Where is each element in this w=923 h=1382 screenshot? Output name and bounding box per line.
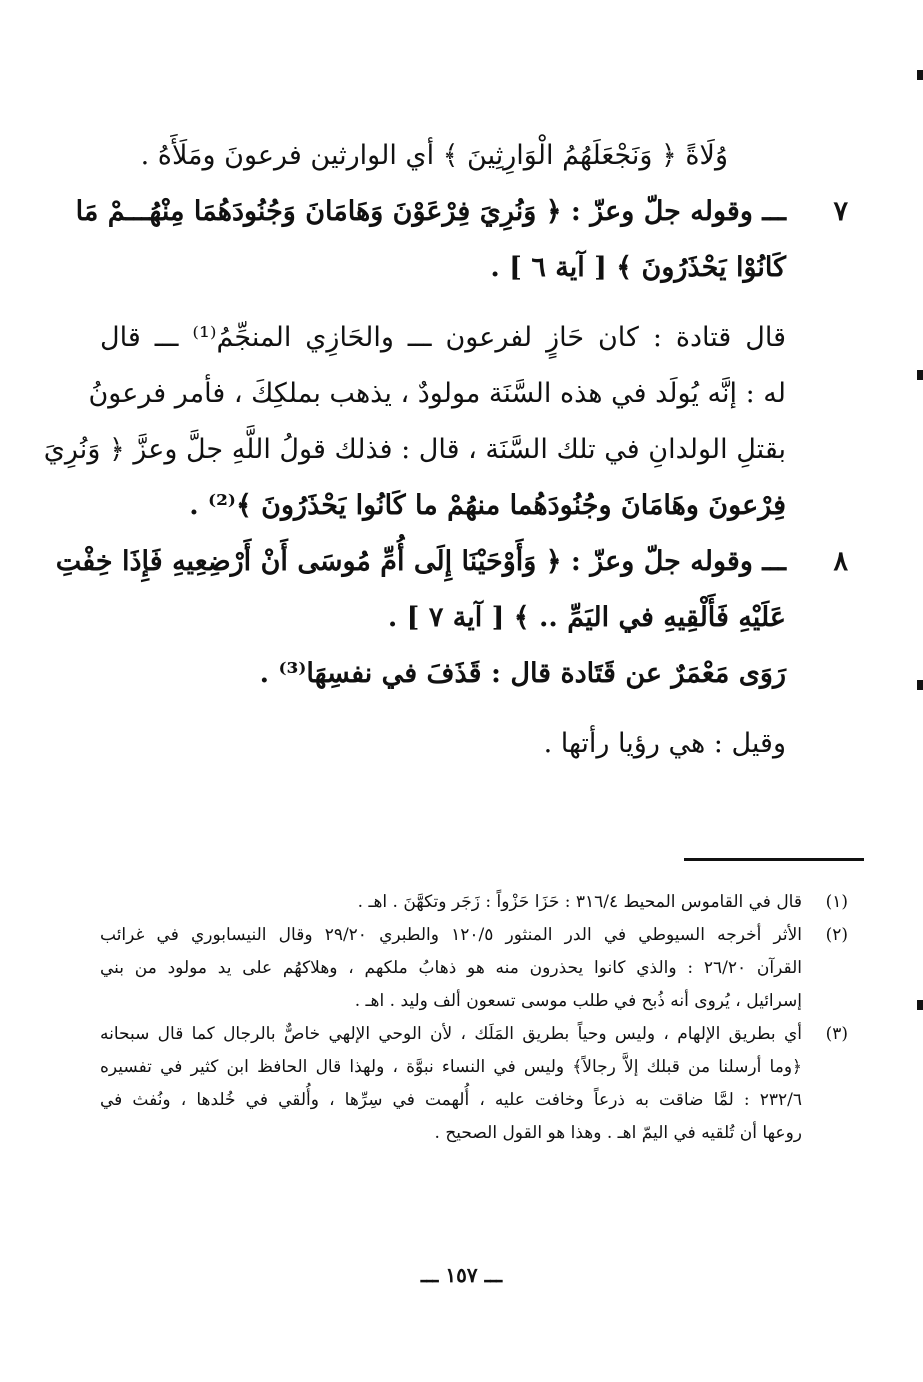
page-number: ـــ ١٥٧ ـــ [420,1263,503,1287]
main-text [43,128,848,772]
item-number: ٧ [833,196,848,227]
footnote-text: إسرائيل ، يُروى أنه ذُبح في طلب موسى تسعون ألف وليد . اهـ . [354,991,802,1011]
item-8-line-1 [55,534,848,590]
footnote-2 [100,919,848,952]
footnote-3 [100,1018,848,1051]
verse-line: وُلَاةً ﴿ وَنَجْعَلَهُمُ الْوَارِثِينَ ﴾ أي الوارثين فرعونَ ومَلَأَهُ . [140,140,728,171]
edge-mark [917,370,923,380]
qila-line: وقيل : هي رؤيا رأتها . [543,728,786,759]
item-8-line-2: عَلَيْهِ فَأَلْقِيهِ في اليَمِّ .. ﴾ [ آية ٧ ] . [387,602,786,633]
item-7-text: ـــ وقوله جلّ وعزّ : ﴿ وَنُرِيَ فِرْعَوْنَ وَهَامَانَ وَجُنُودَهُمَا مِنْهُـــمْ مَا [75,196,786,227]
edge-mark [917,1000,923,1010]
footnote-number: (١) [825,892,848,912]
footnote-number: (٢) [825,925,849,945]
footnote-text: قال في القاموس المحيط ٣١٦/٤ : حَزَا حَزْواً : زَجَر وتكهَّنَ . اهـ . [357,892,802,912]
qatada-line-1: قال قتادة : كان حَازٍ لفرعون ـــ والحَازِي المنجِّمُ⁽¹⁾ ـــ قال [100,322,786,353]
item-7-line-1 [75,184,848,240]
item-7-line-2: كَانُوْا يَحْذَرُونَ ﴾ [ آية ٦ ] . [490,252,786,283]
footnote-separator [684,858,864,861]
qatada-line-2: له : إنَّه يُولَد في هذه السَّنَة مولودٌ ، يذهب بملكِكَ ، فأمر فرعونُ [88,378,786,409]
qatada-line-3: بقتلِ الولدانِ في تلك السَّنَة ، قال : فذلك قولُ اللَّهِ جلَّ وعزَّ ﴿ وَنُرِيَ [43,434,786,465]
qatada-line-4: فِرْعونَ وهَامَانَ وجُنُودَهُما منهُمْ ما كَانُوا يَحْذَرُونَ ﴾⁽²⁾ . [189,490,786,521]
footnote-text: أي بطريق الإلهام ، وليس وحياً بطريق المَلَك ، لأن الوحي الإلهي خاصٌّ بالرجال كما قال سبحانه [100,1024,802,1044]
footnote-text: القرآن ٢٦/٢٠ : والذي كانوا يحذرون منه هو ذهابُ ملكهم ، وهلاكهُم على يد مولود من بني [100,958,802,978]
edge-mark [917,680,923,690]
footnote-text: الأثر أخرجه السيوطي في الدر المنثور ١٢٠/٥ والطبري ٢٩/٢٠ وقال النيسابوري في غرائب [100,925,803,945]
footnote-1 [100,886,848,919]
item-8-text: ـــ وقوله جلّ وعزّ : ﴿ وَأَوْحَيْنَا إِلَى أُمِّ مُوسَى أَنْ أَرْضِعِيهِ فَإِذَا خِفْتِ [55,546,786,577]
mamar-line: رَوَى مَعْمَرٌ عن قَتَادة قال : قَذَفَ في نفسِهَا⁽³⁾ . [259,658,786,689]
footnotes [100,886,848,1150]
footnote-text: ٢٣٢/٦ : لمَّا ضاقت به ذرعاً وخافت عليه ، أُلهمت في سِرِّها ، وأُلقي في خُلدها ، ونُفث في [100,1090,802,1110]
footnote-number: (٣) [825,1024,848,1044]
edge-mark [917,70,923,80]
footnote-text: روعها أن تُلقيه في اليمّ اهـ . وهذا هو القول الصحيح . [434,1123,802,1143]
item-number: ٨ [833,546,848,577]
footnote-text: ﴿وما أرسلنا من قبلك إلاَّ رجالاً﴾ وليس في النساء نبوَّة ، ولهذا قال الحافظ ابن كثير في تفسيره [100,1057,802,1077]
